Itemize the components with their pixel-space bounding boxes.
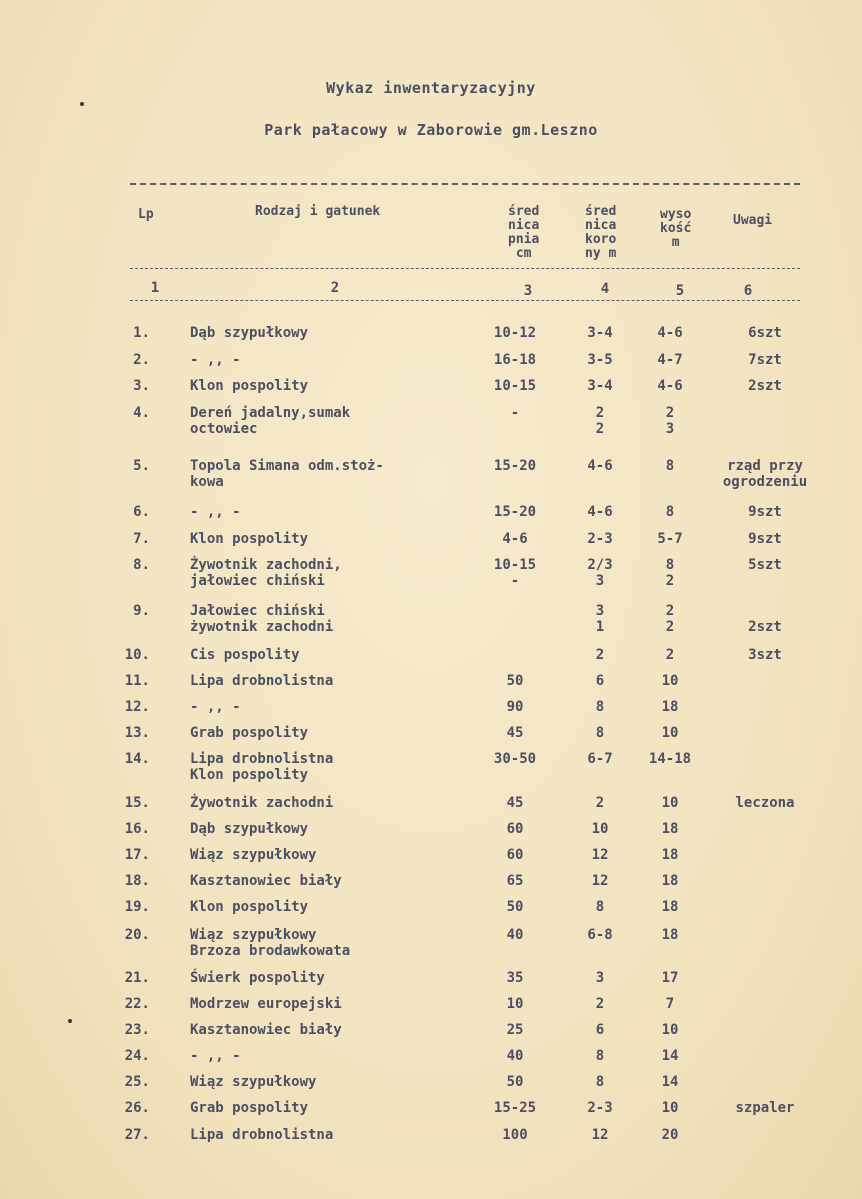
row-height: 4-6 [657,378,683,394]
row-species: - ,, - [190,504,241,520]
row-height: 18 [661,821,679,837]
header-lp: Lp [138,207,154,222]
row-number: 8. [133,557,150,573]
row-height: 10 [661,725,679,741]
row-trunk-diameter: - [510,405,520,421]
row-crown-diameter: 2 [595,795,605,811]
row-trunk-diameter: 10 [506,996,524,1012]
row-number: 1. [133,325,150,341]
row-species: - ,, - [190,352,241,368]
colnum-4: 4 [600,281,610,297]
row-species: Topola Simana odm.stoż- kowa [190,458,384,490]
row-trunk-diameter: 50 [506,899,524,915]
row-crown-diameter: 3 [595,970,605,986]
row-number: 2. [133,352,150,368]
row-species: Żywotnik zachodni, jałowiec chiński [190,557,342,589]
row-species: Wiąz szypułkowy [190,847,317,863]
row-crown-diameter: 8 [595,1048,605,1064]
row-number: 10. [124,647,150,663]
row-species: Grab pospolity [190,725,309,741]
row-trunk-diameter: 25 [506,1022,524,1038]
row-height: 18 [661,847,679,863]
row-number: 11. [124,673,150,689]
row-height: 7 [665,996,675,1012]
row-height: 14 [661,1074,679,1090]
row-species: Lipa drobnolistna [190,1127,334,1143]
row-height: 10 [661,1100,679,1116]
header-notes: Uwagi [733,213,773,228]
row-height: 17 [661,970,679,986]
row-number: 7. [133,531,150,547]
row-number: 18. [124,873,150,889]
header-rule [130,268,800,269]
row-number: 26. [124,1100,150,1116]
row-height: 2 [665,647,675,663]
row-trunk-diameter: 90 [506,699,524,715]
row-crown-diameter: 4-6 [587,458,613,474]
row-height: 18 [661,899,679,915]
row-number: 25. [124,1074,150,1090]
row-crown-diameter: 3-5 [587,352,613,368]
row-height: 18 [661,873,679,889]
row-notes: 5szt [748,557,782,573]
row-crown-diameter: 2 [595,996,605,1012]
row-species: Klon pospolity [190,531,309,547]
row-number: 20. [124,927,150,943]
row-notes: 7szt [748,352,782,368]
row-number: 22. [124,996,150,1012]
row-height: 2 2 [665,603,675,635]
row-crown-diameter: 2 2 [595,405,605,437]
row-crown-diameter: 8 [595,899,605,915]
row-crown-diameter: 3-4 [587,378,613,394]
row-number: 5. [133,458,150,474]
row-notes: leczona [735,795,795,811]
row-crown-diameter: 3 1 [595,603,605,635]
row-crown-diameter: 6-7 [587,751,613,767]
row-height: 8 [665,504,675,520]
row-trunk-diameter: 65 [506,873,524,889]
row-trunk-diameter: 60 [506,821,524,837]
row-number: 12. [124,699,150,715]
colnum-1: 1 [150,280,160,296]
row-species: Świerk pospolity [190,970,325,986]
row-trunk-diameter: 60 [506,847,524,863]
document-subtitle: Park pałacowy w Zaborowie gm.Leszno [264,121,598,139]
row-number: 13. [124,725,150,741]
row-height: 4-7 [657,352,683,368]
row-height: 8 [665,458,675,474]
row-crown-diameter: 2 [595,647,605,663]
row-notes: 9szt [748,504,782,520]
row-trunk-diameter: 15-25 [493,1100,537,1116]
row-species: Kasztanowiec biały [190,1022,342,1038]
row-number: 19. [124,899,150,915]
row-crown-diameter: 12 [591,1127,609,1143]
row-height: 10 [661,673,679,689]
row-notes: 3szt [748,647,782,663]
row-trunk-diameter: 10-15 - [493,557,537,589]
row-notes: rząd przy ogrodzeniu [722,458,808,490]
row-trunk-diameter: 50 [506,1074,524,1090]
row-crown-diameter: 2-3 [587,531,613,547]
row-crown-diameter: 2/3 3 [587,557,613,589]
row-species: Żywotnik zachodni [190,795,334,811]
header-species: Rodzaj i gatunek [255,204,381,219]
row-species: Dąb szypułkowy [190,821,309,837]
row-number: 16. [124,821,150,837]
row-species: Dereń jadalny,sumak octowiec [190,405,351,437]
row-species: Cis pospolity [190,647,300,663]
row-height: 10 [661,795,679,811]
row-notes: 9szt [748,531,782,547]
row-trunk-diameter: 50 [506,673,524,689]
row-trunk-diameter: 15-20 [493,458,537,474]
row-trunk-diameter: 40 [506,927,524,943]
row-trunk-diameter: 100 [502,1127,528,1143]
row-species: Wiąz szypułkowy Brzoza brodawkowata [190,927,351,959]
row-trunk-diameter: 45 [506,725,524,741]
row-species: Modrzew europejski [190,996,342,1012]
row-crown-diameter: 10 [591,821,609,837]
row-species: Lipa drobnolistna Klon pospolity [190,751,334,783]
row-crown-diameter: 6-8 [587,927,613,943]
colnum-2: 2 [330,280,340,296]
punch-dot [68,1019,72,1023]
row-species: Wiąz szypułkowy [190,1074,317,1090]
row-species: Dąb szypułkowy [190,325,309,341]
row-trunk-diameter: 10-15 [493,378,537,394]
header-trunk-diameter: śred nica pnia cm [508,204,540,261]
row-number: 17. [124,847,150,863]
row-number: 21. [124,970,150,986]
row-species: Grab pospolity [190,1100,309,1116]
row-number: 9. [133,603,150,619]
row-crown-diameter: 8 [595,725,605,741]
row-number: 6. [133,504,150,520]
row-species: Klon pospolity [190,378,309,394]
row-height: 2 3 [665,405,675,437]
row-species: Klon pospolity [190,899,309,915]
row-species: Lipa drobnolistna [190,673,334,689]
row-trunk-diameter: 10-12 [493,325,537,341]
column-number-rule [130,300,800,301]
row-number: 24. [124,1048,150,1064]
document-title: Wykaz inwentaryzacyjny [326,79,536,97]
row-species: Kasztanowiec biały [190,873,342,889]
row-crown-diameter: 4-6 [587,504,613,520]
row-trunk-diameter: 15-20 [493,504,537,520]
row-height: 4-6 [657,325,683,341]
row-number: 15. [124,795,150,811]
row-height: 18 [661,699,679,715]
row-height: 20 [661,1127,679,1143]
header-crown-diameter: śred nica koro ny m [585,204,617,261]
row-notes: 6szt [748,325,782,341]
row-number: 3. [133,378,150,394]
row-notes: 2szt [748,619,782,635]
colnum-6: 6 [743,283,753,299]
row-trunk-diameter: 4-6 [502,531,528,547]
row-species: - ,, - [190,699,241,715]
row-trunk-diameter: 35 [506,970,524,986]
row-height: 8 2 [665,557,675,589]
row-crown-diameter: 12 [591,873,609,889]
row-height: 18 [661,927,679,943]
row-height: 14 [661,1048,679,1064]
row-trunk-diameter: 40 [506,1048,524,1064]
row-species: Jałowiec chiński żywotnik zachodni [190,603,334,635]
row-height: 5-7 [657,531,683,547]
row-species: - ,, - [190,1048,241,1064]
colnum-3: 3 [523,283,533,299]
row-notes: szpaler [735,1100,795,1116]
row-crown-diameter: 6 [595,673,605,689]
table-top-rule [130,183,800,185]
colnum-5: 5 [675,283,685,299]
row-crown-diameter: 8 [595,1074,605,1090]
row-crown-diameter: 2-3 [587,1100,613,1116]
row-trunk-diameter: 45 [506,795,524,811]
row-number: 14. [124,751,150,767]
row-trunk-diameter: 16-18 [493,352,537,368]
row-notes: 2szt [748,378,782,394]
row-crown-diameter: 6 [595,1022,605,1038]
row-height: 14-18 [648,751,692,767]
row-crown-diameter: 12 [591,847,609,863]
row-number: 23. [124,1022,150,1038]
punch-dot [80,102,84,106]
row-crown-diameter: 3-4 [587,325,613,341]
header-height: wyso kość m [660,207,692,250]
row-height: 10 [661,1022,679,1038]
row-number: 27. [124,1127,150,1143]
row-crown-diameter: 8 [595,699,605,715]
row-number: 4. [133,405,150,421]
row-trunk-diameter: 30-50 [493,751,537,767]
